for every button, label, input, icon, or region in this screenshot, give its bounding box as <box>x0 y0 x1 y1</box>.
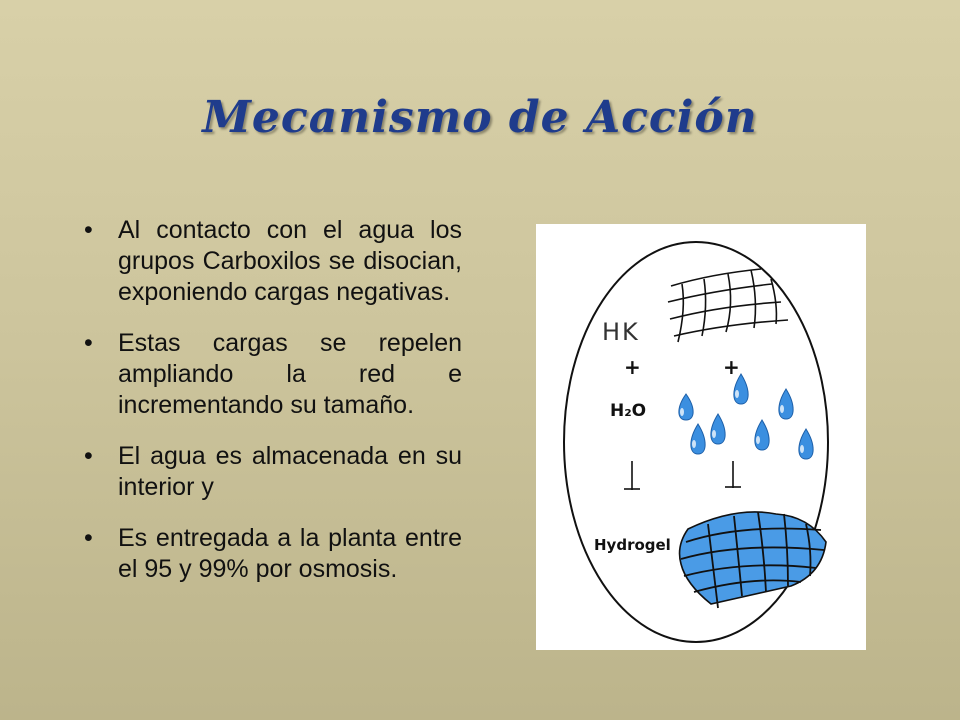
water-drop-icon <box>799 429 813 459</box>
bullet-dot: • <box>84 216 93 244</box>
water-drop-icon <box>679 394 693 420</box>
bullet-text: El agua es almacenada en su interior y <box>118 442 462 501</box>
bullet-dot: • <box>84 442 93 470</box>
water-label: H₂O <box>610 401 647 421</box>
water-drop-icons <box>679 374 813 459</box>
bullet-item <box>80 328 462 421</box>
water-drop-icon <box>755 420 769 450</box>
bullet-item <box>80 441 462 503</box>
bullet-item <box>80 215 462 308</box>
plus-sign: + <box>723 355 740 379</box>
bullet-list <box>80 215 462 605</box>
hydrogel-diagram <box>536 224 866 650</box>
bullet-item <box>80 523 462 585</box>
hydrogel-label: Hydrogel <box>594 536 671 554</box>
bullet-text: Al contacto con el agua los grupos Carboxilos se disocian, exponiendo cargas negativas. <box>118 216 462 306</box>
dry-polymer-net-icon <box>668 269 788 342</box>
down-arrow-icon <box>624 461 741 490</box>
hydrogel-net-icon <box>680 512 826 608</box>
bullet-dot: • <box>84 329 93 357</box>
bullet-text: Es entregada a la planta entre el 95 y 99% por osmosis. <box>118 524 462 583</box>
water-drop-icon <box>711 414 725 444</box>
water-drop-icon <box>691 424 705 454</box>
bullet-text: Estas cargas se repelen ampliando la red e incrementando su tamaño. <box>118 329 462 419</box>
water-drop-icon <box>779 389 793 419</box>
hk-label: HK <box>602 318 640 346</box>
plus-sign: + <box>624 355 641 379</box>
bullet-dot: • <box>84 524 93 552</box>
slide-title: Mecanismo de Acción <box>202 92 758 143</box>
